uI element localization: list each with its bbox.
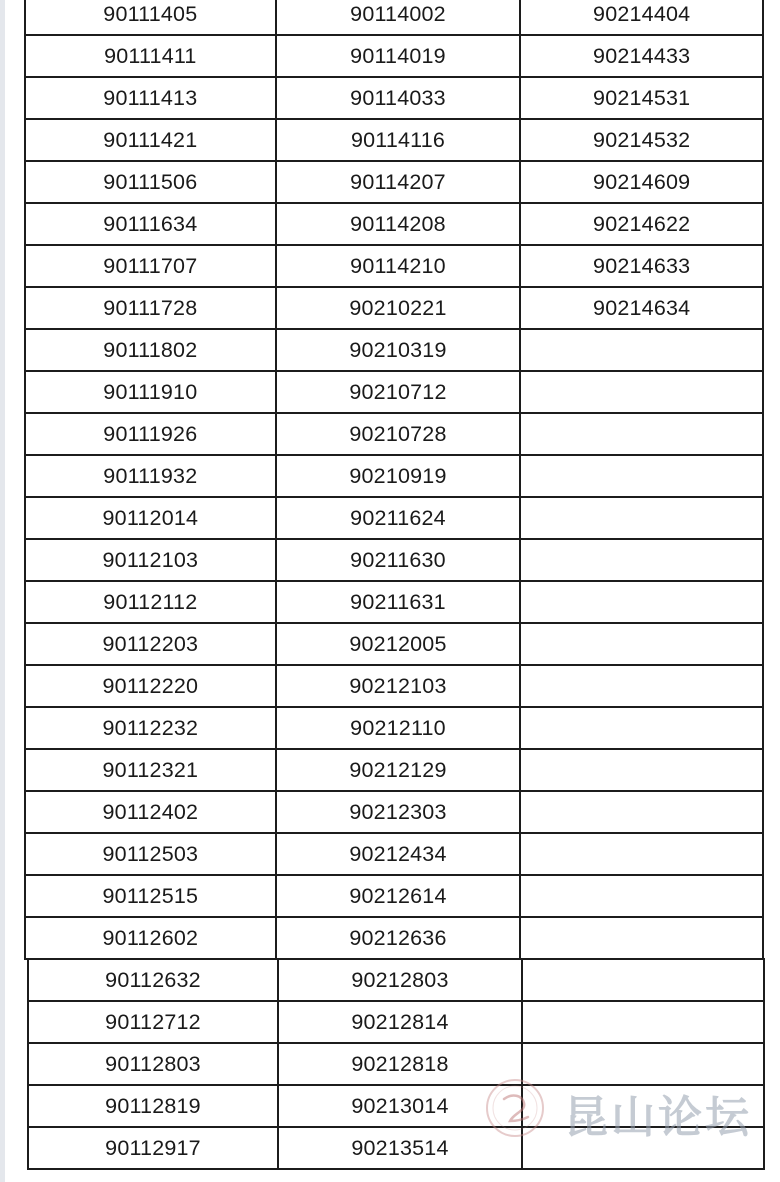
table-row xyxy=(25,665,763,707)
table-row xyxy=(25,77,763,119)
table-cell: 90112632 xyxy=(28,959,278,1001)
table-cell: 90111926 xyxy=(25,413,276,455)
table-row xyxy=(25,875,763,917)
table-cell xyxy=(520,749,763,791)
table-cell: 90112014 xyxy=(25,497,276,539)
table-row xyxy=(25,623,763,665)
table-cell: 90112321 xyxy=(25,749,276,791)
table-body xyxy=(25,0,763,959)
table-row xyxy=(25,119,763,161)
table-cell xyxy=(520,917,763,959)
table-row xyxy=(28,1001,764,1043)
table-cell: 90111634 xyxy=(25,203,276,245)
number-table-top xyxy=(24,0,764,960)
table-cell: 90112712 xyxy=(28,1001,278,1043)
table-cell: 90111421 xyxy=(25,119,276,161)
table-cell: 90111411 xyxy=(25,35,276,77)
table-cell: 90114033 xyxy=(276,77,521,119)
table-cell: 90111405 xyxy=(25,0,276,35)
table-cell: 90214531 xyxy=(520,77,763,119)
table-cell: 90214609 xyxy=(520,161,763,203)
table-cell: 90111707 xyxy=(25,245,276,287)
table-cell: 90112203 xyxy=(25,623,276,665)
table-row xyxy=(25,161,763,203)
table-cell xyxy=(520,707,763,749)
table-cell: 90211631 xyxy=(276,581,521,623)
table-row xyxy=(25,917,763,959)
table-row xyxy=(25,413,763,455)
table-cell: 90114207 xyxy=(276,161,521,203)
table-cell xyxy=(520,413,763,455)
table-row xyxy=(25,329,763,371)
table-row xyxy=(25,791,763,833)
table-cell: 90212434 xyxy=(276,833,521,875)
table-row xyxy=(25,497,763,539)
table-row xyxy=(25,35,763,77)
table-row xyxy=(28,959,764,1001)
table-cell xyxy=(522,1001,764,1043)
table-cell xyxy=(522,1085,764,1127)
table-cell: 90210919 xyxy=(276,455,521,497)
table-cell: 90212110 xyxy=(276,707,521,749)
table-cell: 90211630 xyxy=(276,539,521,581)
table-cell: 90112232 xyxy=(25,707,276,749)
table-row xyxy=(25,0,763,35)
table-row xyxy=(25,833,763,875)
table-cell: 90212303 xyxy=(276,791,521,833)
table-cell: 90112602 xyxy=(25,917,276,959)
table-cell xyxy=(520,665,763,707)
table-cell: 90212814 xyxy=(278,1001,522,1043)
table-cell: 90214532 xyxy=(520,119,763,161)
table-cell: 90212818 xyxy=(278,1043,522,1085)
page-left-edge xyxy=(0,0,5,1182)
table-row xyxy=(28,1127,764,1169)
table-cell: 90212129 xyxy=(276,749,521,791)
table-cell xyxy=(520,371,763,413)
table-cell: 90212803 xyxy=(278,959,522,1001)
table-cell: 90214433 xyxy=(520,35,763,77)
table-cell: 90212103 xyxy=(276,665,521,707)
number-table-bottom xyxy=(27,958,765,1170)
watermark-text: 昆山论坛 xyxy=(564,1092,752,1143)
table-cell: 90111932 xyxy=(25,455,276,497)
table-row xyxy=(25,287,763,329)
table-cell xyxy=(520,539,763,581)
table-cell: 90214633 xyxy=(520,245,763,287)
table-cell: 90213514 xyxy=(278,1127,522,1169)
table-cell xyxy=(520,329,763,371)
table-cell: 90212614 xyxy=(276,875,521,917)
table-body xyxy=(28,959,764,1169)
table-row xyxy=(28,1085,764,1127)
table-cell xyxy=(520,875,763,917)
table-cell xyxy=(520,581,763,623)
table-cell xyxy=(520,791,763,833)
table-row xyxy=(28,1043,764,1085)
table-cell: 90211624 xyxy=(276,497,521,539)
table-cell: 90112819 xyxy=(28,1085,278,1127)
table-cell: 90112402 xyxy=(25,791,276,833)
table-cell: 90210221 xyxy=(276,287,521,329)
table-row xyxy=(25,371,763,413)
table-cell: 90112503 xyxy=(25,833,276,875)
table-cell: 90212636 xyxy=(276,917,521,959)
table-cell xyxy=(520,623,763,665)
table-cell: 90114208 xyxy=(276,203,521,245)
table-cell: 90114116 xyxy=(276,119,521,161)
table-cell: 90112112 xyxy=(25,581,276,623)
table-cell xyxy=(522,1127,764,1169)
table-row xyxy=(25,539,763,581)
table-row xyxy=(25,203,763,245)
table-cell xyxy=(520,455,763,497)
table-cell: 90210712 xyxy=(276,371,521,413)
table-cell: 90114210 xyxy=(276,245,521,287)
table-cell: 90112220 xyxy=(25,665,276,707)
table-row xyxy=(25,581,763,623)
table-cell: 90111506 xyxy=(25,161,276,203)
table-row xyxy=(25,749,763,791)
table-cell xyxy=(522,959,764,1001)
table-cell: 90112515 xyxy=(25,875,276,917)
table-cell: 90111802 xyxy=(25,329,276,371)
table-cell: 90112917 xyxy=(28,1127,278,1169)
table-cell: 90111413 xyxy=(25,77,276,119)
table-cell: 90212005 xyxy=(276,623,521,665)
table-cell: 90111728 xyxy=(25,287,276,329)
table-cell: 90214634 xyxy=(520,287,763,329)
table-cell: 90210728 xyxy=(276,413,521,455)
table-cell: 90111910 xyxy=(25,371,276,413)
table-row xyxy=(25,455,763,497)
table-cell: 90112803 xyxy=(28,1043,278,1085)
table-cell: 90214404 xyxy=(520,0,763,35)
table-cell xyxy=(522,1043,764,1085)
table-row xyxy=(25,707,763,749)
table-cell: 90114019 xyxy=(276,35,521,77)
table-cell: 90210319 xyxy=(276,329,521,371)
table-cell xyxy=(520,497,763,539)
table-cell: 90114002 xyxy=(276,0,521,35)
table-cell: 90213014 xyxy=(278,1085,522,1127)
table-row xyxy=(25,245,763,287)
table-cell: 90112103 xyxy=(25,539,276,581)
table-cell xyxy=(520,833,763,875)
table-cell: 90214622 xyxy=(520,203,763,245)
